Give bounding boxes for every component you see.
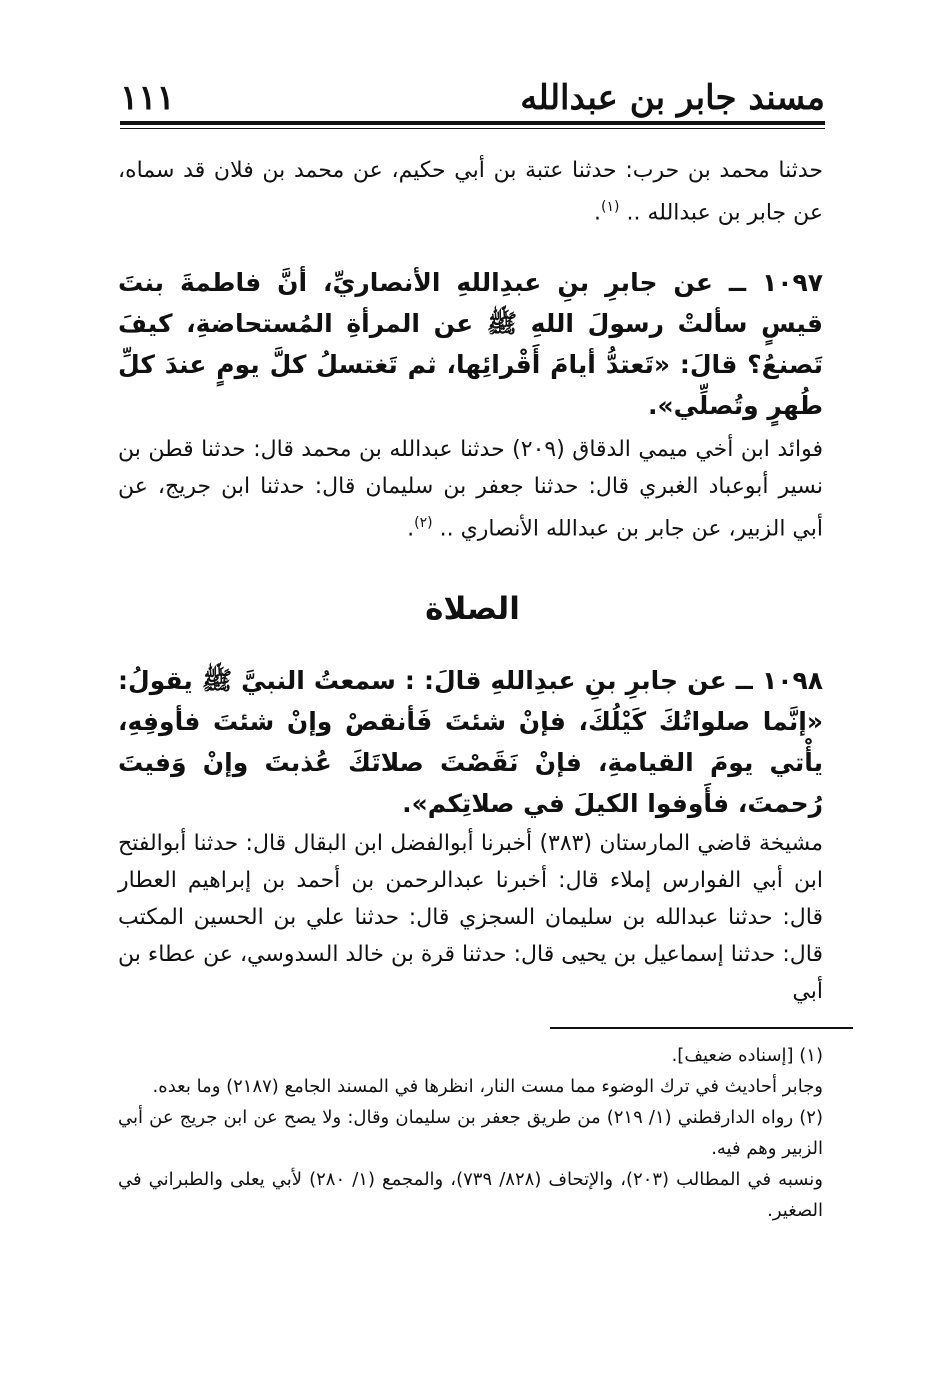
footnote-2: (٢) رواه الدارقطني (١/ ٢١٩) من طريق جعفر بن سليمان وقال: ولا يصح عن ابن جريج عن أبي الزبير وهم فيه. [118, 1107, 823, 1159]
running-title: مسند جابر بن عبدالله [520, 78, 825, 118]
paragraph-text: فوائد ابن أخي ميمي الدقاق (٢٠٩) حدثنا عبدالله بن محمد قال: حدثنا قطن بن نسير أبوعباد الغبري قال: حدثنا جعفر بن سليمان قال: حدثنا ابن جريج، عن أبي الزبير، عن جابر بن عبدالله الأنصاري .. [118, 437, 823, 542]
paragraph-text: حدثنا محمد بن حرب: حدثنا عتبة بن أبي حكيم، عن محمد بن فلان قد سماه، عن جابر بن عبدالله .. [118, 158, 823, 226]
footnote-1-continued: وجابر أحاديث في ترك الوضوء مما مست النار، انظرها في المسند الجامع (٢١٨٧) وما بعده. [152, 1076, 823, 1097]
footnote-2-continued: ونسبه في المطالب (٢٠٣)، والإتحاف (٨٢٨/ ٧٣٩)، والمجمع (١/ ٢٨٠) لأبي يعلى والطبراني في الصغير. [118, 1169, 824, 1221]
page-number: ١١١ [120, 78, 175, 118]
paragraph-isnad-3: مشيخة قاضي المارستان (٣٨٣) أخبرنا أبوالفضل ابن البقال قال: حدثنا أبوالفتح ابن أبي الفوارس إملاء قال: أخبرنا عبدالرحمن بن أحمد بن إبراهيم العطار قال: حدثنا عبدالله بن سليمان السجزي قال: حدثنا علي بن الحسين المكتب قال: حدثنا إسماعيل بن يحيى قال: حدثنا قرة بن خالد السدوسي، عن عطاء بن أبي [118, 831, 823, 1004]
header-rule-thin [120, 128, 825, 129]
footnote-1: (١) [إسناده ضعيف]. [671, 1045, 823, 1066]
header-rule [120, 121, 825, 125]
section-heading: الصلاة [425, 591, 520, 627]
hadith-1097: ١٠٩٧ ــ عن جابرِ بنِ عبدِاللهِ الأنصاريِّ، أنَّ فاطمةَ بنتَ قيسٍ سألتْ رسولَ اللهِ ﷺ عن المرأةِ المُستحاضةِ، كيفَ تَصنعُ؟ قالَ: «تَعتدُّ أيامَ أَقْرائِها، ثم تَغتسلُ كلَّ يومٍ عندَ كلِّ طُهرٍ وتُصلِّي». [118, 268, 823, 420]
footnote-ref-2: (٢) [414, 515, 433, 531]
footnotes [118, 1040, 823, 1226]
paragraph-isnad-2: فوائد ابن أخي ميمي الدقاق (٢٠٩) حدثنا عبدالله بن محمد قال: حدثنا قطن بن نسير أبوعباد الغبري قال: حدثنا جعفر بن سليمان قال: حدثنا ابن جريج، عن أبي الزبير، عن جابر بن عبدالله الأنصاري .. $^{(٢)}$. [118, 437, 823, 542]
footnote-separator [550, 1027, 853, 1029]
page-header [120, 72, 825, 122]
paragraph-isnad-1: حدثنا محمد بن حرب: حدثنا عتبة بن أبي حكيم، عن محمد بن فلان قد سماه، عن جابر بن عبدالله .. $^{(١)}$. [118, 158, 823, 226]
footnote-ref-1: (١) [601, 199, 620, 215]
hadith-1098: ١٠٩٨ ــ عن جابرِ بنِ عبدِاللهِ قالَ: : سمعتُ النبيَّ ﷺ يقولُ: «إنَّما صلواتُكَ كَيْلُكَ، فإنْ شئتَ فَأنقصْ وإنْ شئتَ فأوفِهِ، يأْتي يومَ القيامةِ، فإنْ نَقَصْتَ صلاتَكَ عُذبتَ وإنْ وَفيتَ رُحمتَ، فأَوفوا الكيلَ في صلاتِكم». [118, 666, 823, 818]
